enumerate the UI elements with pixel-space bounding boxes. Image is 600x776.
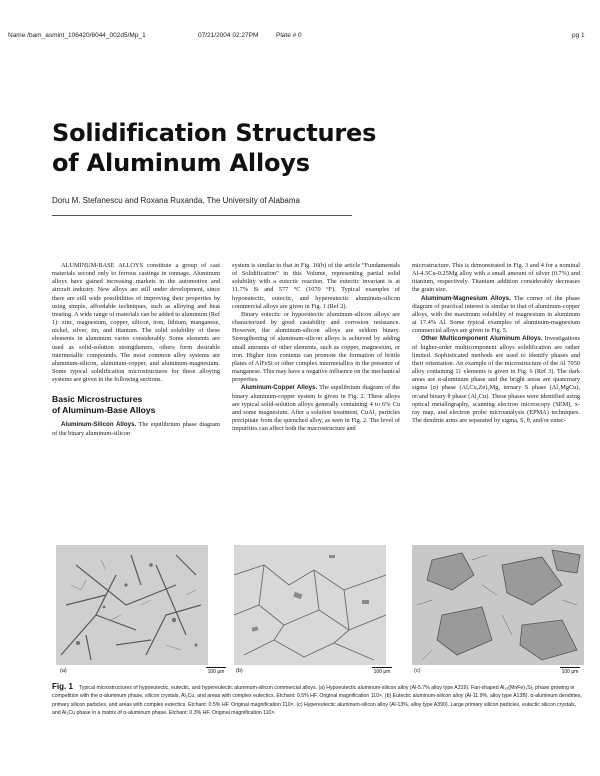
section-heading-line-2: of Aluminum-Base Alloys <box>52 404 156 415</box>
al-cu-continued-paragraph: microstructure. This is demonstrated in Fig. 3 and 4 for a nominal Al-4.5Cu-0.25Mg alloy with a small amount of silver (0.7%) and titanium, respectively. Titanium addition considerably decreases the grain size. <box>412 262 580 294</box>
scale-bar-b-line <box>372 667 392 668</box>
micrograph-a <box>56 545 208 665</box>
micrograph-b-art <box>234 545 386 665</box>
scale-bar-a <box>206 667 226 675</box>
al-cu-run-in-heading: Aluminum-Copper Alloys. <box>241 384 318 392</box>
binary-eutectic-paragraph: Binary eutectic or hypoeutectic aluminum-silicon alloys are characterized by good castability and corrosion resistance. However, the aluminum-silicon alloys are seldom binary. Strengthening of aluminum-silicon alloys is achieved by adding small amounts of other elements, such as copper, magnesium, or iron. Higher iron contents can promote the formation of brittle plates of AlFeSi or other complex intermetallics in the presence of manganese. This may have a negative influence on the mechanical properties. <box>232 310 400 384</box>
micrograph-c <box>412 545 584 665</box>
panel-label-b: (b) <box>236 668 243 674</box>
figure-caption-label: Fig. 1 <box>52 682 73 691</box>
section-heading-line-1: Basic Microstructures <box>52 394 143 405</box>
multicomponent-run-in-heading: Other Multicomponent Aluminum Alloys. <box>421 335 543 343</box>
micrograph-a-art <box>56 545 208 665</box>
header-datetime: 07/21/2004 02:27PM <box>198 32 259 39</box>
header-plate: Plate # 0 <box>276 32 302 39</box>
header-page-number: pg 1 <box>572 32 585 39</box>
text-column-2 <box>232 262 400 433</box>
al-cu-paragraph <box>232 384 400 433</box>
article-title-line-2: of Aluminum Alloys <box>52 149 310 177</box>
article-title <box>52 118 552 178</box>
article-authors: Doru M. Stefanescu and Roxana Ruxanda, The University of Alabama <box>52 196 300 205</box>
micrograph-b <box>234 545 386 665</box>
scale-bar-a-label: 100 μm <box>207 669 225 675</box>
scale-bar-c-line <box>560 667 580 668</box>
figure-caption-text: Typical microstructures of hypoeutectic, eutectic, and hypereutectic aluminum-silicon commercial alloys. (a) Hypoeutectic aluminum-silicon alloy (Al-5.7% alloy type A319). Fan-shaped Al₁₅(MnFe)₃Si₂ phase growing in competition with the α-aluminum phase, silicon crystals, Al₂Cu, and areas with complex eutectics. Etchant: 0.5% HF. Original magnification 110×. (b) Eutectic aluminum-silicon alloy (Al-11.9%, alloy type A13B). α-aluminum dendrites, primary silicon particles, and areas with complex eutectics. Etchant: 0.5% HF. Original magnification 110×. (c) Hypereutectic aluminum-silicon alloy (Al-13%, alloy type A390). Large primary silicon particles, eutectic silicon crystals, and Al₂Cu phase in a matrix of α-aluminum phase. Etchant: 0.3% HF. Original magnification 110×. <box>52 685 582 716</box>
header-file-name: Name /bam_asmint_106420/6044_002d5/Mp_1 <box>8 32 146 39</box>
intro-paragraph: ALUMINUM-BASE ALLOYS constitute a group of cast materials second only to ferrous castings in tonnage. Aluminum alloys have gained increasing markets in the automotive and aircraft industry. New alloys are still under development, since there are still wide possibilities of improving their properties by using simple, affordable techniques, such as alloying and heat treating. A wide range of materials can be added to aluminum (Ref 1): zinc, magnesium, copper, silicon, iron, lithium, manganese, nickel, silver, tin, and titanium. The solid solubility of these elements in aluminum varies considerably. Some elements are used as solid-solution strengtheners, others form desirable intermetallic compounds. The most common alloy systems are aluminum-silicon, aluminum-copper, and aluminum-magnesium. Some typical solidification microstructures for these alloying systems are given in the following sections. <box>52 262 220 384</box>
article-title-line-1: Solidification Structures <box>52 119 377 147</box>
al-si-text: The equilibrium phase diagram of the binary aluminum-silicon <box>52 421 220 437</box>
panel-label-a: (a) <box>60 668 67 674</box>
al-mg-run-in-heading: Aluminum-Magnesium Alloys. <box>421 294 511 302</box>
text-column-1 <box>52 262 220 438</box>
section-heading <box>52 394 220 415</box>
scale-bar-c-label: 100 μm <box>561 669 579 675</box>
multicomponent-text: Investigations of higher-order multicomponent alloys solidification are rather limited. Sophisticated methods are used to identify phases and their orientation. An example of the microstructure of the Al 7050 alloy containing 11 elements is given in Fig. 6 (Ref 3). The dark areas are α-aluminum phase and the bright areas are quaternary sigma (σ) phase (Al,Cu,Zn)₂Mg, ternary S phase (Al₂MgCu), or/and binary θ phase (Al₂Cu). These phases were identified using optical metallography, scanning electron microscopy (SEM), x-ray map, and electron probe microanalysis (EPMA) techniques. The dendrite arms are separated by sigma, S, θ, and/or eutec- <box>412 335 580 424</box>
al-si-run-in-heading: Aluminum-Silicon Alloys. <box>61 421 137 429</box>
figure-caption <box>52 683 584 717</box>
micrograph-c-art <box>412 545 584 665</box>
al-cu-text: The equilibrium diagram of the binary aluminum-copper system is given in Fig. 2. These alloys are typical solid-solution alloys generally containing 4 to 6% Cu and some magnesium. After a solution treatment, CuAl₂ particles precipitate from the quenched alloy, as seen in Fig. 2. The level of impurities can affect both the macrostructure and <box>232 384 400 433</box>
scale-bar-b <box>372 667 392 675</box>
al-si-continued-paragraph: system is similar to that in Fig. 16(b) of the article “Fundamentals of Solidification” in this Volume, representing partial solid solubility with a eutectic reaction. The eutectic invariant is at 11.7% Si and 577 °C (1070 °F). Typical examples of hypoeutectic, eutectic, and hypereutectic aluminum-silicon commercial alloys are given in Fig. 1 (Ref 2). <box>232 262 400 310</box>
panel-label-c: (c) <box>414 668 421 674</box>
multicomponent-paragraph <box>412 335 580 425</box>
running-header <box>0 0 600 39</box>
title-rule <box>52 215 352 216</box>
scale-bar-c <box>560 667 580 675</box>
al-mg-text: The corner of the phase diagram of practical interest is similar to that of aluminum-copper alloys, with the maximum solubility of magnesium in aluminum at 17.4% Al. Some typical examples of aluminum-magnesium commercial alloys are given in Fig. 5. <box>412 294 581 335</box>
al-mg-paragraph <box>412 295 580 336</box>
al-si-paragraph <box>52 421 220 437</box>
scale-bar-b-label: 100 μm <box>373 669 391 675</box>
text-column-3 <box>412 262 580 425</box>
scale-bar-a-line <box>206 667 226 668</box>
